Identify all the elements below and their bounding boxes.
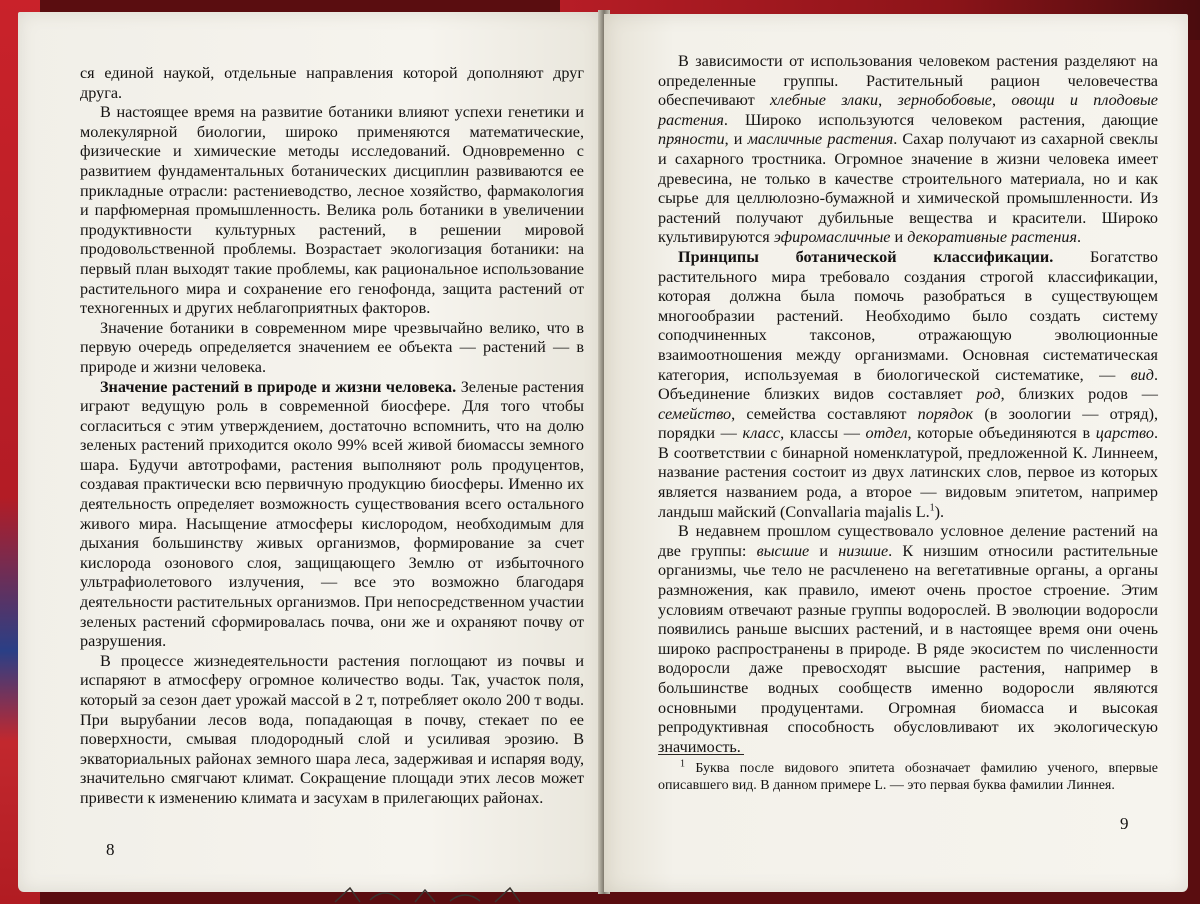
right-page-text xyxy=(658,52,1158,757)
section-heading: Значение растений в природе и жизни человека. xyxy=(100,377,457,396)
paragraph: В недавнем прошлом существовало условное деление растений на две группы: высшие и низшие. К низшим относили растительные организмы, чье тело не расчленено на вегетативные органы, а органы размножения, как правило, имеют очень простое строение. Этим условиям отвечают разные группы водорослей. В эволюции водоросли появились раньше высших растений, и в настоящее время они очень широко распространены в природе. В ряде экосистем по численности водоросли даже превосходят высшие растения, например в большинстве водных сообществ именно водоросли являются основными продуцентами. Огромная биомасса и высокая репродуктивная способность обусловливают их экологическую значимость. xyxy=(658,522,1158,756)
footnote-divider xyxy=(658,754,744,755)
paragraph: В настоящее время на развитие ботаники влияют успехи генетики и молекулярной биологии, широко применяются математические, физические и химические методы исследований. Одновременно с развитием фундаментальных ботанических дисциплин развиваются ее прикладные отрасли: растениеводство, лесное хозяйство, фармакология и парфюмерная промышленность. Велика роль ботаники в увеличении продуктивности культурных растений, в решении мировой продовольственной проблемы. Возрастает экологизация ботаники: на первый план выходят такие проблемы, как рациональное использование растительного мира и сохранение его генофонда, защита растений от техногенных и других неблагоприятных факторов. xyxy=(80,103,584,318)
paragraph: В зависимости от использования человеком растения разделяют на определенные группы. Растительный рацион человечества обеспечивают хлебные злаки, зернобобовые, овощи и плодовые растения. Широко используются человеком растения, дающие пряности, и масличные растения. Сахар получают из сахарной свеклы и сахарного тростника. Огромное значение в жизни человека имеет древесина, не только в качестве строительного материала, но и как сырье для целлюлозно-бумажной и химической промышленности. Из растений получают дубильные вещества и красители. Широко культивируются эфиромасличные и декоративные растения. xyxy=(658,52,1158,247)
paragraph: Значение растений в природе и жизни человека. Зеленые растения играют ведущую роль в современной биосфере. Для того чтобы согласиться с этим утверждением, достаточно вспомнить, что на долю зеленых растений приходится около 99% всей живой биомассы земного шара. Будучи автотрофами, растения выполняют роль продуцентов, создавая практически всю первичную продукцию биосферы. Именно их деятельность определяет возможность существования всего остального живого мира. Насыщение атмосферы кислородом, необходимым для дыхания большинству живых организмов, формирование за счет кислорода озонового слоя, защищающего Землю от избыточного ультрафиолетового излучения, — все это возможно благодаря деятельности растительных организмов. При непосредственном участии зеленых растений сформировалась почва, они же и охраняют почву от разрушения. xyxy=(80,377,584,651)
footnote-mark: 1 xyxy=(680,758,685,770)
right-page xyxy=(604,14,1188,892)
ink-scribble-decoration xyxy=(330,884,550,904)
page-number: 9 xyxy=(1120,814,1129,833)
footnote: $^1$ Буква после видового эпитета обозначает фамилию ученого, впервые описавшего вид. В данном примере L. — это первая буква фамилии Линнея. xyxy=(658,758,1158,794)
footnote-ref: 1 xyxy=(929,502,935,514)
left-page xyxy=(18,12,602,892)
paragraph: ся единой наукой, отдельные направления которой дополняют друг друга. xyxy=(80,64,584,102)
paragraph: Принципы ботанической классификации. Богатство растительного мира требовало создания строгой классификации, которая должна была помочь разобраться в существующем многообразии растений. Необходимо было создать систему соподчиненных таксонов, отражающую эволюционные взаимоотношения между организмами. Основная систематическая категория, используемая в биологической систематике, — вид. Объединение близких видов составляет род, близких родов — семейство, семейства составляют порядок (в зоологии — отряд), порядки — класс, классы — отдел, которые объединяются в царство. В соответствии с бинарной номенклатурой, предложенной К. Линнеем, название растения состоит из двух латинских слов, первое из которых является названием рода, а второе — видовым эпитетом, например ландыш майский (Convallaria majalis L.$^1$). xyxy=(658,247,1159,521)
left-page-text xyxy=(80,64,584,809)
section-heading: Принципы ботанической классификации. xyxy=(678,247,1054,266)
page-number: 8 xyxy=(106,840,115,859)
paragraph: В процессе жизнедеятельности растения поглощают из почвы и испаряют в атмосферу огромное количество воды. Так, участок поля, который за сезон дает урожай массой в 2 т, потребляет около 200 т воды. При вырубании лесов вода, попадающая в почву, стекает по ее поверхности, смывая плодородный слой и усиливая эрозию. В экваториальных районах земного шара леса, задерживая и испаряя воду, значительно смягчают климат. Сокращение площади этих лесов может привести к изменению климата и засухам в прилегающих районах. xyxy=(80,651,584,807)
paragraph: Значение ботаники в современном мире чрезвычайно велико, что в первую очередь определяется значением ее объекта — растений — в природе и жизни человека. xyxy=(80,318,584,376)
